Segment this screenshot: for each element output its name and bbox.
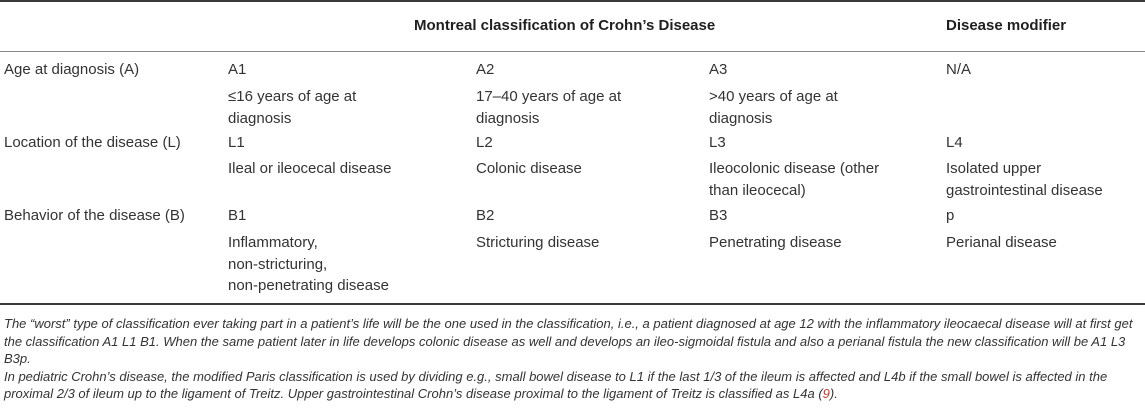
header-rule [0,51,1145,52]
cell-desc: ≤16 years of age at diagnosis [228,88,357,127]
header-disease-modifier: Disease modifier [946,17,1067,34]
top-rule [0,0,1145,2]
reference-link[interactable]: 9 [822,386,830,401]
cell-desc: >40 years of age at diagnosis [709,88,838,127]
footnote-worst-classification: The “worst” type of classification ever taking part in a patient’s life will be the one used in the classification, i.e., a patient diagnosed at age 12 with the inflammatory ileocaecal disease will at first get the classification A1 L1 B1. When the same patient later in life develops colonic disease as well and develops an ileo-sigmoidal fistula and also a perianal fistula the new classification will be A1 L3 B3p. [4,316,1133,366]
cell-desc: Inflammatory, non-stricturing, non-penetrating disease [228,234,389,294]
cell-code: L2 [476,134,493,151]
cell-code: L4 [946,134,963,151]
row-label-age: Age at diagnosis (A) [4,61,140,78]
cell-code: B3 [709,207,728,224]
bottom-rule [0,303,1145,305]
row-label-location: Location of the disease (L) [4,134,181,151]
header-montreal: Montreal classification of Crohn’s Disease [414,17,716,34]
cell-code: L1 [228,134,245,151]
cell-desc: Isolated upper gastrointestinal disease [946,160,1103,199]
footnote-paris-classification: In pediatric Crohn’s disease, the modified Paris classification is used by dividing e.g., small bowel disease to L1 if the last 1/3 of the ileum is affected and L4b if the small bowel is affected in the proximal 2/3 of ileum up to the ligament of Treitz. Upper gastrointestinal Crohn’s disease proximal to the ligament of Treitz is classified as L4a (9). [4,368,1108,401]
table-footnotes [4,315,1140,403]
cell-code: A2 [476,61,495,78]
cell-desc: Perianal disease [946,234,1057,251]
cell-code: A1 [228,61,247,78]
cell-code: N/A [946,61,972,78]
cell-code: L3 [709,134,726,151]
row-label-behavior: Behavior of the disease (B) [4,207,185,224]
cell-desc: 17–40 years of age at diagnosis [476,88,622,127]
cell-code: B2 [476,207,495,224]
cell-desc: Stricturing disease [476,234,600,251]
cell-desc: Penetrating disease [709,234,842,251]
cell-desc: Colonic disease [476,160,582,177]
cell-desc: Ileocolonic disease (other than ileocecal) [709,160,880,199]
cell-code: B1 [228,207,247,224]
cell-desc: Ileal or ileocecal disease [228,160,392,177]
cell-code: p [946,207,955,224]
cell-code: A3 [709,61,728,78]
